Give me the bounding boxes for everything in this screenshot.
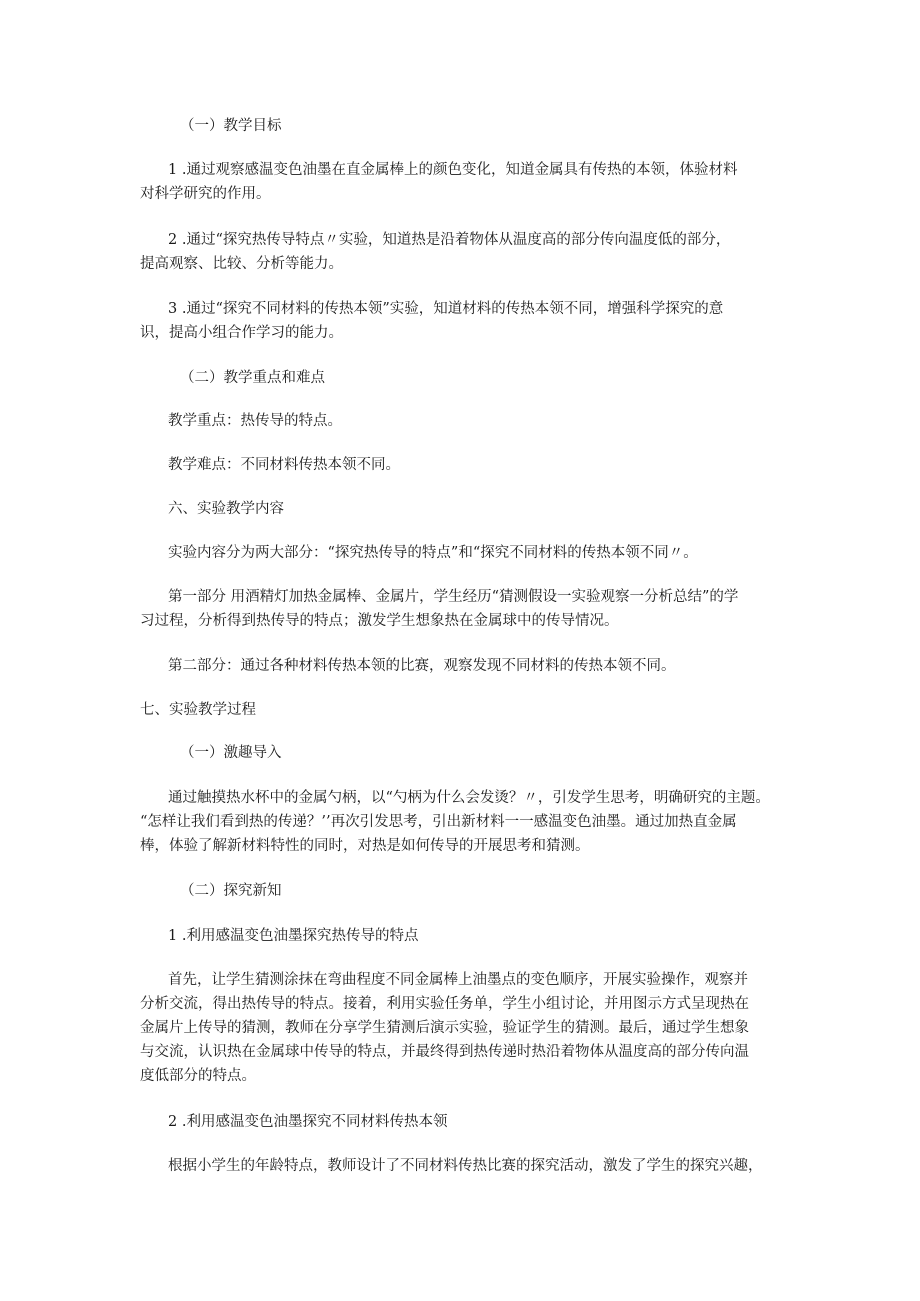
- section-heading-6: 六、实验教学内容: [168, 501, 284, 517]
- section-heading-explore: （二）探究新知: [180, 883, 282, 899]
- difficulty-text: 教学难点：不同材料传热本领不同。: [168, 457, 400, 473]
- objective-2-line2: 提高观察、比较、分析等能力。: [140, 256, 343, 272]
- part-1-line1: 第一部分 用酒精灯加热金属棒、金属片，学生经历“猜测假设一实验观察一分析总结”的学: [168, 589, 739, 605]
- section-heading-intro: （一）激趣导入: [180, 745, 282, 761]
- explore-1-line3: 金属片上传导的猜测，教师在分享学生猜测后演示实验，验证学生的猜测。最后，通过学生想象: [140, 1020, 749, 1036]
- objective-3-line1: 3 .通过“探究不同材料的传热本领”实验，知道材料的传热本领不同，增强科学探究的意: [168, 301, 724, 317]
- intro-line3: 棒，体验了解新材料特性的同时，对热是如何传导的开展思考和猜测。: [140, 838, 590, 854]
- content-summary: 实验内容分为两大部分：“探究热传导的特点”和“探究不同材料的传热本领不同〃。: [168, 545, 698, 561]
- objective-1-line2: 对科学研究的作用。: [140, 186, 271, 202]
- objective-3-line2: 识，提高小组合作学习的能力。: [140, 325, 343, 341]
- explore-2-line1: 根据小学生的年龄特点，教师设计了不同材料传热比赛的探究活动，激发了学生的探究兴趣，: [168, 1158, 763, 1174]
- part-2-text: 第二部分：通过各种材料传热本领的比赛，观察发现不同材料的传热本领不同。: [168, 658, 676, 674]
- objective-1-line1: 1 .通过观察感温变色油墨在直金属棒上的颜色变化，知道金属具有传热的本领，体验材料: [168, 162, 738, 178]
- intro-line2: “怎样让我们看到热的传递？’’再次引发思考，引出新材料一一感温变色油墨。通过加热直金属: [140, 814, 737, 830]
- explore-1-heading: 1 .利用感温变色油墨探究热传导的特点: [168, 928, 419, 944]
- part-1-line2: 习过程，分析得到热传导的特点；激发学生想象热在金属球中的传导情况。: [140, 613, 619, 629]
- explore-1-line4: 与交流，认识热在金属球中传导的特点，并最终得到热传递时热沿着物体从温度高的部分传向温: [140, 1044, 749, 1060]
- section-heading-objectives: （一）教学目标: [180, 118, 282, 134]
- section-heading-key-points: （二）教学重点和难点: [180, 370, 325, 386]
- intro-line1: 通过触摸热水杯中的金属勺柄，以“勺柄为什么会发烫？〃，引发学生思考，明确研究的主题。: [168, 790, 770, 806]
- explore-1-line1: 首先，让学生猜测涂抹在弯曲程度不同金属棒上油墨点的变色顺序，开展实验操作，观察并: [168, 972, 748, 988]
- explore-1-line2: 分析交流，得出热传导的特点。接着，利用实验任务单，学生小组讨论，并用图示方式呈现热在: [140, 996, 749, 1012]
- section-heading-7: 七、实验教学过程: [140, 702, 256, 718]
- explore-2-heading: 2 .利用感温变色油墨探究不同材料传热本领: [168, 1114, 448, 1130]
- explore-1-line5: 度低部分的特点。: [140, 1068, 256, 1084]
- objective-2-line1: 2 .通过“探究热传导特点〃实验，知道热是沿着物体从温度高的部分传向温度低的部分，: [168, 232, 731, 248]
- key-point-text: 教学重点：热传导的特点。: [168, 413, 342, 429]
